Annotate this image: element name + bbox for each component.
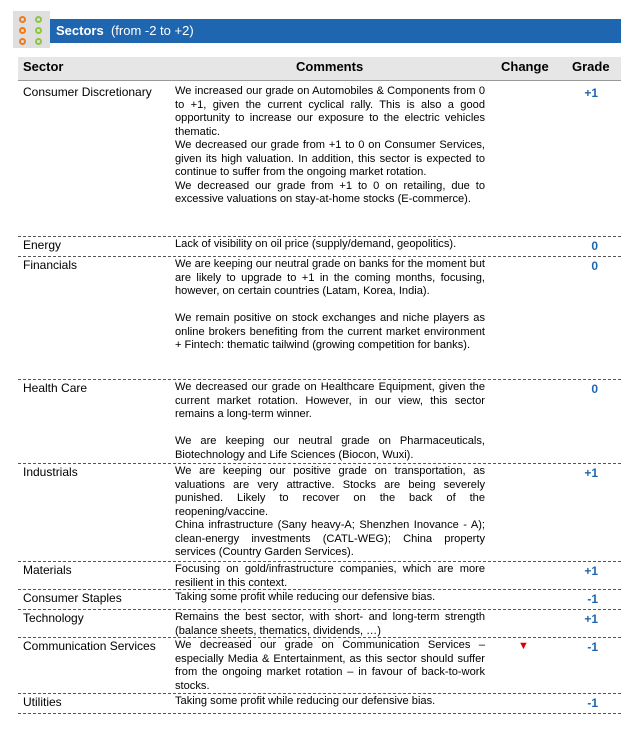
column-header-sector: Sector (23, 59, 64, 74)
sector-name: Financials (23, 258, 78, 272)
table-row (18, 380, 621, 464)
logo-dot (35, 27, 42, 34)
comment-paragraph: Taking some profit while reducing our defensive bias. (175, 695, 436, 707)
comment-paragraph: We are keeping our positive grade on transportation, as valuations are very attractive. Stocks are being severely punished. Likely to recover on the back of the reopening/vaccine. (175, 465, 485, 518)
table-row (18, 257, 621, 380)
sector-name: Consumer Discretionary (23, 85, 152, 99)
comment-paragraph: Taking some profit while reducing our defensive bias. (175, 591, 436, 603)
sector-name: Materials (23, 563, 72, 577)
comment-paragraph: Lack of visibility on oil price (supply/demand, geopolitics). (175, 238, 457, 250)
comment-paragraph: Remains the best sector, with short- and long-term strength (balance sheets, thematics, dividends, …) (175, 611, 485, 637)
grade-value: -1 (587, 696, 598, 710)
table-row (18, 84, 621, 237)
sector-name: Industrials (23, 465, 78, 479)
title-range: (from -2 to +2) (110, 23, 194, 38)
grade-value: -1 (587, 592, 598, 606)
sector-comment (175, 85, 485, 207)
grade-value: +1 (584, 86, 598, 100)
grade-value: 0 (591, 259, 598, 273)
sector-comment (175, 238, 485, 252)
down-arrow-icon: ▼ (518, 640, 529, 652)
grade-value: 0 (591, 239, 598, 253)
sector-comment (175, 258, 485, 353)
sector-name: Energy (23, 238, 62, 252)
sector-comment (175, 381, 485, 462)
grade-value: +1 (584, 466, 598, 480)
sector-name: Utilities (23, 695, 62, 709)
table-header (18, 57, 621, 81)
table-row (18, 464, 621, 562)
sector-name: Health Care (23, 381, 88, 395)
grade-value: 0 (591, 382, 598, 396)
comment-paragraph: China infrastructure (Sany heavy-A; Shenzhen Inovance - A); clean-energy investments (CATL-WEG); China property services (Country Garden Services). (175, 519, 485, 559)
comment-paragraph: We decreased our grade on Healthcare Equipment, given the current market rotation. However, in our view, this sector remains a long-term winner. (175, 381, 485, 421)
sector-name: Technology (23, 611, 84, 625)
section-header (13, 11, 621, 48)
logo-dot (19, 16, 26, 23)
column-header-change: Change (501, 59, 549, 74)
logo-dot (35, 38, 42, 45)
comment-paragraph: We remain positive on stock exchanges and niche players as online brokers benefiting from the current market environment + Fintech: thematic tailwind (growing competition for banks). (175, 312, 485, 352)
brand-logo-icon (13, 11, 50, 48)
grade-value: +1 (584, 564, 598, 578)
sector-name: Consumer Staples (23, 591, 122, 605)
table-row (18, 237, 621, 257)
sector-comment (175, 563, 485, 590)
column-header-comments: Comments (296, 59, 364, 74)
comment-paragraph: We decreased our grade from +1 to 0 on retailing, due to excessive valuations on stay-at-home stocks (E-commerce). (175, 179, 485, 206)
logo-dot (35, 16, 42, 23)
table-row (18, 562, 621, 590)
comment-paragraph: We are keeping our neutral grade on banks for the moment but are likely to upgrade to +1 in the coming months, focusing, however, on certain countries (Latam, Korea, India). (175, 258, 485, 298)
comment-paragraph: We decreased our grade on Communication Services – especially Media & Entertainment, as this sector should suffer from the ongoing market rotation – in favour of back-to-work stocks. (175, 639, 485, 692)
comment-paragraph: We increased our grade on Automobiles & Components from 0 to +1, given the current cyclical rally. This is also a good opportunity to increase our exposure to the electric vehicles thematic. (175, 85, 485, 138)
title-bar (50, 19, 621, 43)
comment-paragraph: We decreased our grade from +1 to 0 on Consumer Services, given its high valuation. In addition, this sector is expected to continue to suffer from the ongoing market rotation. (175, 139, 485, 179)
grade-value: +1 (584, 612, 598, 626)
grade-value: -1 (587, 640, 598, 654)
sector-comment (175, 611, 485, 638)
logo-dot (19, 38, 26, 45)
table-row (18, 610, 621, 638)
table-row (18, 638, 621, 694)
table-row (18, 694, 621, 714)
table-row (18, 590, 621, 610)
sector-comment (175, 639, 485, 693)
sector-comment (175, 591, 485, 605)
title-text: Sectors (56, 23, 104, 38)
comment-paragraph: We are keeping our neutral grade on Pharmaceuticals, Biotechnology and Life Sciences (Biocon, Wuxi). (175, 435, 485, 461)
sector-comment (175, 695, 485, 709)
column-header-grade: Grade (572, 59, 610, 74)
page-title (56, 23, 194, 38)
sector-comment (175, 465, 485, 560)
sector-name: Communication Services (23, 639, 156, 653)
comment-paragraph: Focusing on gold/infrastructure companies, which are more resilient in this context. (175, 563, 485, 589)
logo-dot (19, 27, 26, 34)
